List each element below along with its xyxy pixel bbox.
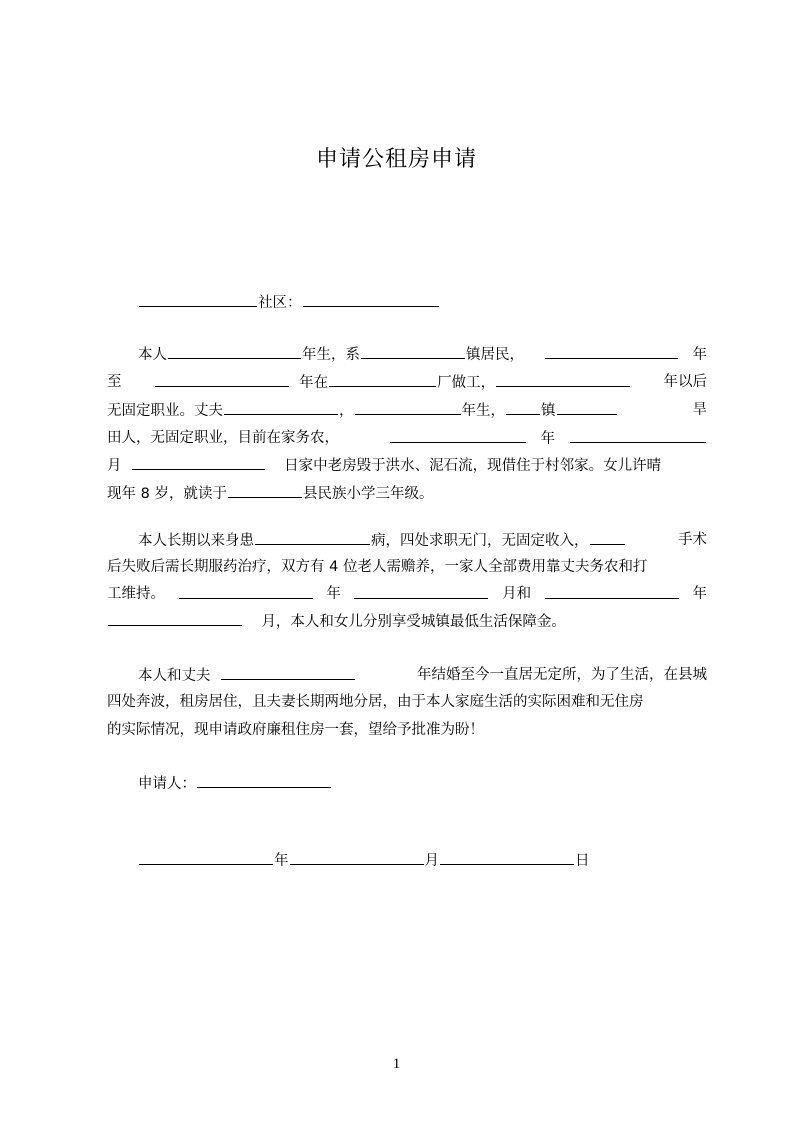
text: 至 — [107, 374, 122, 390]
text: 年以后 — [663, 374, 707, 390]
text: 现年 8 岁，就读于 — [107, 486, 227, 502]
date-year-label: 年 — [274, 853, 289, 869]
p1-line-1 — [138, 344, 707, 365]
text: 年 — [692, 347, 707, 363]
p3-line-2 — [107, 692, 707, 712]
text: 本人长期以来身患 — [138, 533, 254, 549]
blank-field — [355, 400, 461, 415]
blank-field — [255, 530, 370, 545]
text: 年生， — [461, 403, 505, 419]
p1-line-6 — [107, 483, 707, 504]
community-label: 社区： — [258, 295, 302, 311]
text: 本人 — [138, 347, 167, 363]
blank-field — [179, 584, 313, 599]
p3-line-3 — [107, 720, 707, 740]
text: 月 — [107, 458, 122, 474]
applicant-line — [138, 773, 738, 794]
text: 后失败后需长期服药治疗，双方有 4 位老人需赡养，一家人全部费用靠丈夫务农和打 — [107, 559, 648, 575]
date-month-label: 月 — [424, 853, 439, 869]
page-number: 1 — [392, 1056, 401, 1072]
p2-line-1 — [138, 530, 707, 551]
p1-line-4 — [107, 428, 707, 449]
date-day-label: 日 — [575, 853, 590, 869]
text: 年在 — [299, 375, 329, 391]
blank-field — [197, 773, 331, 788]
text: 年 — [540, 431, 556, 447]
p1-line-2 — [107, 372, 707, 393]
blank-field — [361, 344, 465, 359]
text: 县民族小学三年级。 — [302, 486, 434, 502]
blank-field — [329, 372, 436, 387]
blank-field — [440, 850, 574, 865]
blank-field — [132, 455, 265, 470]
blank-field — [496, 372, 630, 387]
text: 月和 — [502, 586, 532, 602]
text: 年 — [326, 586, 341, 602]
p1-line-5 — [107, 455, 707, 476]
blank-field — [228, 483, 302, 498]
text: 病，四处求职无门，无固定收入， — [371, 533, 589, 549]
blank-field — [557, 400, 617, 415]
text: ， — [339, 403, 354, 419]
blank-field — [390, 428, 526, 443]
blank-field — [506, 400, 540, 415]
community-line — [138, 292, 738, 313]
text: 厂做工， — [437, 375, 496, 391]
text: 月，本人和女儿分别享受城镇最低生活保障金。 — [261, 614, 566, 630]
blank-field — [590, 530, 625, 545]
p2-line-2 — [107, 557, 707, 577]
blank-field — [139, 292, 257, 307]
text: 手术 — [678, 532, 707, 548]
blank-field — [221, 665, 355, 680]
blank-field — [155, 372, 289, 387]
text: 年结婚至今一直居无定所，为了生活，在县城 — [417, 667, 707, 683]
text: 的实际情况，现申请政府廉租住房一套，望给予批准为盼！ — [107, 722, 484, 738]
p3-line-1 — [138, 665, 707, 686]
text: 本人和丈夫 — [138, 668, 211, 684]
blank-field — [354, 584, 488, 599]
blank-field — [139, 850, 273, 865]
p1-line-3 — [107, 400, 707, 421]
blank-field — [108, 611, 242, 626]
text: 四处奔波，租房居住，且夫妻长期两地分居，由于本人家庭生活的实际困难和无住房 — [107, 694, 644, 710]
text: 镇 — [541, 403, 556, 419]
page-title: 申请公租房申请 — [315, 147, 477, 172]
text: 工维持。 — [107, 586, 165, 602]
blank-field — [224, 400, 338, 415]
date-line — [138, 850, 738, 871]
blank-field — [303, 292, 439, 307]
text: 田人，无固定职业，目前在家务农， — [107, 430, 339, 446]
text: 旱 — [692, 402, 707, 418]
applicant-label: 申请人： — [138, 776, 196, 792]
text: 镇居民， — [466, 347, 524, 363]
blank-field — [545, 344, 678, 359]
blank-field — [290, 850, 424, 865]
blank-field — [168, 344, 301, 359]
blank-field — [570, 428, 706, 443]
text: 年生，系 — [302, 347, 360, 363]
blank-field — [545, 584, 679, 599]
text: 年 — [692, 586, 707, 602]
text: 无固定职业。丈夫 — [107, 403, 223, 419]
p2-line-4 — [107, 611, 707, 632]
text: 日家中老房毁于洪水、泥石流，现借住于村邻家。女儿许晴 — [284, 458, 662, 474]
p2-line-3 — [107, 584, 707, 604]
